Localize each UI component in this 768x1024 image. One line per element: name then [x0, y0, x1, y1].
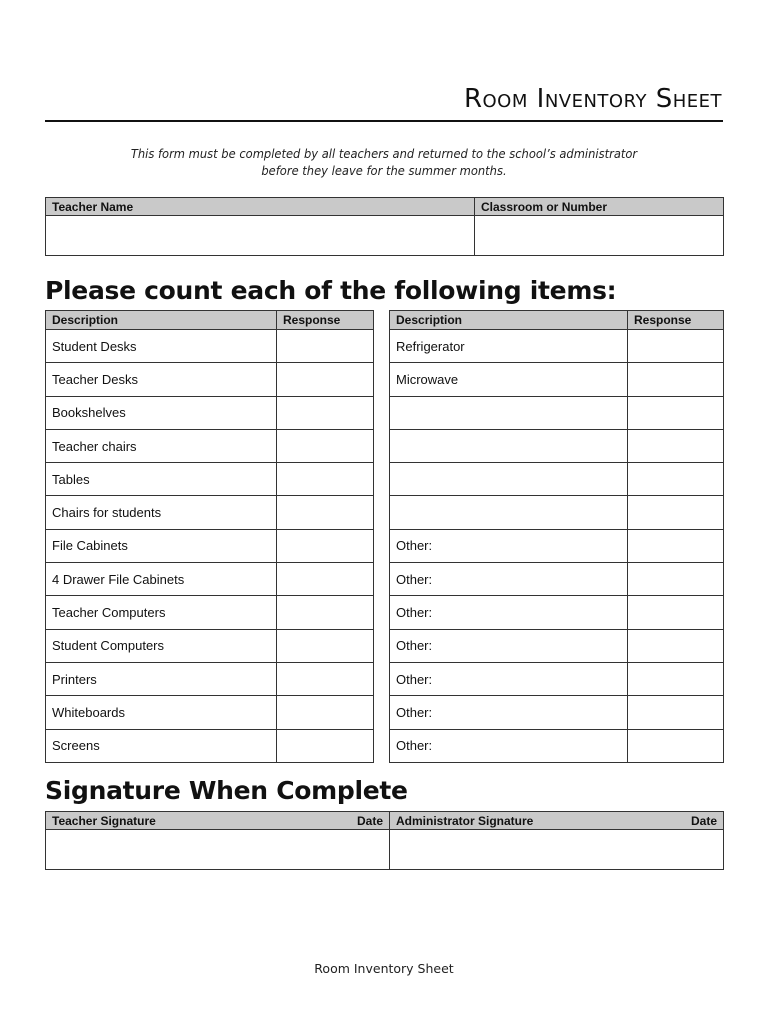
- inventory-row: [46, 429, 374, 462]
- item-response-field[interactable]: [628, 629, 724, 662]
- description-header: Description: [390, 311, 628, 330]
- inventory-row: [390, 563, 724, 596]
- item-response-field[interactable]: [628, 330, 724, 363]
- inventory-table-right: [389, 310, 724, 763]
- item-response-field[interactable]: [628, 463, 724, 496]
- classroom-field[interactable]: [475, 216, 724, 256]
- administrator-date-label: Date: [690, 813, 717, 828]
- inventory-row: [46, 396, 374, 429]
- signature-heading: Signature When Complete: [45, 776, 408, 805]
- intro-line-1: This form must be completed by all teachers and returned to the school’s administrator: [130, 146, 638, 161]
- item-description: Bookshelves: [46, 396, 277, 429]
- item-response-field[interactable]: [277, 429, 374, 462]
- intro-line-2: before they leave for the summer months.: [261, 163, 507, 178]
- teacher-date-label: Date: [356, 813, 383, 828]
- item-response-field[interactable]: [277, 330, 374, 363]
- signature-table: [45, 811, 724, 870]
- item-description: [390, 463, 628, 496]
- item-description: Screens: [46, 729, 277, 762]
- item-description: Teacher Desks: [46, 363, 277, 396]
- inventory-row: [46, 529, 374, 562]
- item-description: Whiteboards: [46, 696, 277, 729]
- item-description: [390, 496, 628, 529]
- item-description: Tables: [46, 463, 277, 496]
- inventory-row: [390, 396, 724, 429]
- inventory-row: [390, 629, 724, 662]
- title-divider: [45, 120, 723, 122]
- inventory-row: [46, 330, 374, 363]
- item-response-field[interactable]: [277, 729, 374, 762]
- item-description: Chairs for students: [46, 496, 277, 529]
- item-description: Teacher Computers: [46, 596, 277, 629]
- item-response-field[interactable]: [277, 696, 374, 729]
- item-response-field[interactable]: [277, 596, 374, 629]
- response-header: Response: [628, 311, 724, 330]
- inventory-row: [46, 596, 374, 629]
- inventory-row: [390, 729, 724, 762]
- inventory-row: [390, 463, 724, 496]
- item-description: Printers: [46, 662, 277, 695]
- page-footer: Room Inventory Sheet: [314, 961, 454, 976]
- item-description: Other:: [390, 662, 628, 695]
- item-response-field[interactable]: [628, 429, 724, 462]
- item-response-field[interactable]: [628, 696, 724, 729]
- inventory-row: [46, 696, 374, 729]
- inventory-row: [390, 330, 724, 363]
- administrator-signature-field[interactable]: [390, 830, 724, 870]
- inventory-row: [46, 629, 374, 662]
- inventory-row: [390, 662, 724, 695]
- item-response-field[interactable]: [628, 563, 724, 596]
- item-description: Other:: [390, 596, 628, 629]
- item-response-field[interactable]: [277, 529, 374, 562]
- item-response-field[interactable]: [628, 363, 724, 396]
- inventory-row: [46, 662, 374, 695]
- inventory-row: [390, 429, 724, 462]
- teacher-info-table: [45, 197, 724, 256]
- item-response-field[interactable]: [277, 363, 374, 396]
- item-description: Student Desks: [46, 330, 277, 363]
- page-title: Room Inventory Sheet: [463, 84, 722, 114]
- item-description: 4 Drawer File Cabinets: [46, 563, 277, 596]
- response-header: Response: [277, 311, 374, 330]
- teacher-name-field[interactable]: [46, 216, 475, 256]
- administrator-signature-header: [390, 812, 724, 830]
- item-response-field[interactable]: [277, 396, 374, 429]
- teacher-signature-field[interactable]: [46, 830, 390, 870]
- teacher-signature-header: [46, 812, 390, 830]
- item-response-field[interactable]: [628, 596, 724, 629]
- description-header: Description: [46, 311, 277, 330]
- inventory-table-left: [45, 310, 374, 763]
- inventory-row: [390, 496, 724, 529]
- inventory-row: [390, 596, 724, 629]
- item-response-field[interactable]: [277, 629, 374, 662]
- item-description: [390, 429, 628, 462]
- item-response-field[interactable]: [628, 729, 724, 762]
- inventory-row: [46, 563, 374, 596]
- teacher-name-header: Teacher Name: [46, 198, 475, 216]
- item-description: Student Computers: [46, 629, 277, 662]
- inventory-row: [46, 463, 374, 496]
- item-description: File Cabinets: [46, 529, 277, 562]
- intro-text: [72, 145, 696, 179]
- item-description: Other:: [390, 563, 628, 596]
- classroom-header: Classroom or Number: [475, 198, 724, 216]
- item-response-field[interactable]: [277, 463, 374, 496]
- item-description: Other:: [390, 729, 628, 762]
- inventory-row: [390, 696, 724, 729]
- inventory-row: [46, 496, 374, 529]
- inventory-row: [46, 729, 374, 762]
- inventory-row: [390, 363, 724, 396]
- administrator-signature-label: Administrator Signature: [396, 813, 534, 828]
- item-response-field[interactable]: [628, 662, 724, 695]
- item-description: Other:: [390, 696, 628, 729]
- count-heading: Please count each of the following items:: [45, 276, 617, 305]
- item-response-field[interactable]: [628, 396, 724, 429]
- item-response-field[interactable]: [277, 563, 374, 596]
- item-description: Refrigerator: [390, 330, 628, 363]
- item-response-field[interactable]: [277, 496, 374, 529]
- teacher-signature-label: Teacher Signature: [52, 813, 156, 828]
- item-description: Microwave: [390, 363, 628, 396]
- inventory-row: [390, 529, 724, 562]
- item-response-field[interactable]: [277, 662, 374, 695]
- item-response-field[interactable]: [628, 529, 724, 562]
- inventory-row: [46, 363, 374, 396]
- item-description: Teacher chairs: [46, 429, 277, 462]
- item-description: [390, 396, 628, 429]
- item-description: Other:: [390, 629, 628, 662]
- item-response-field[interactable]: [628, 496, 724, 529]
- item-description: Other:: [390, 529, 628, 562]
